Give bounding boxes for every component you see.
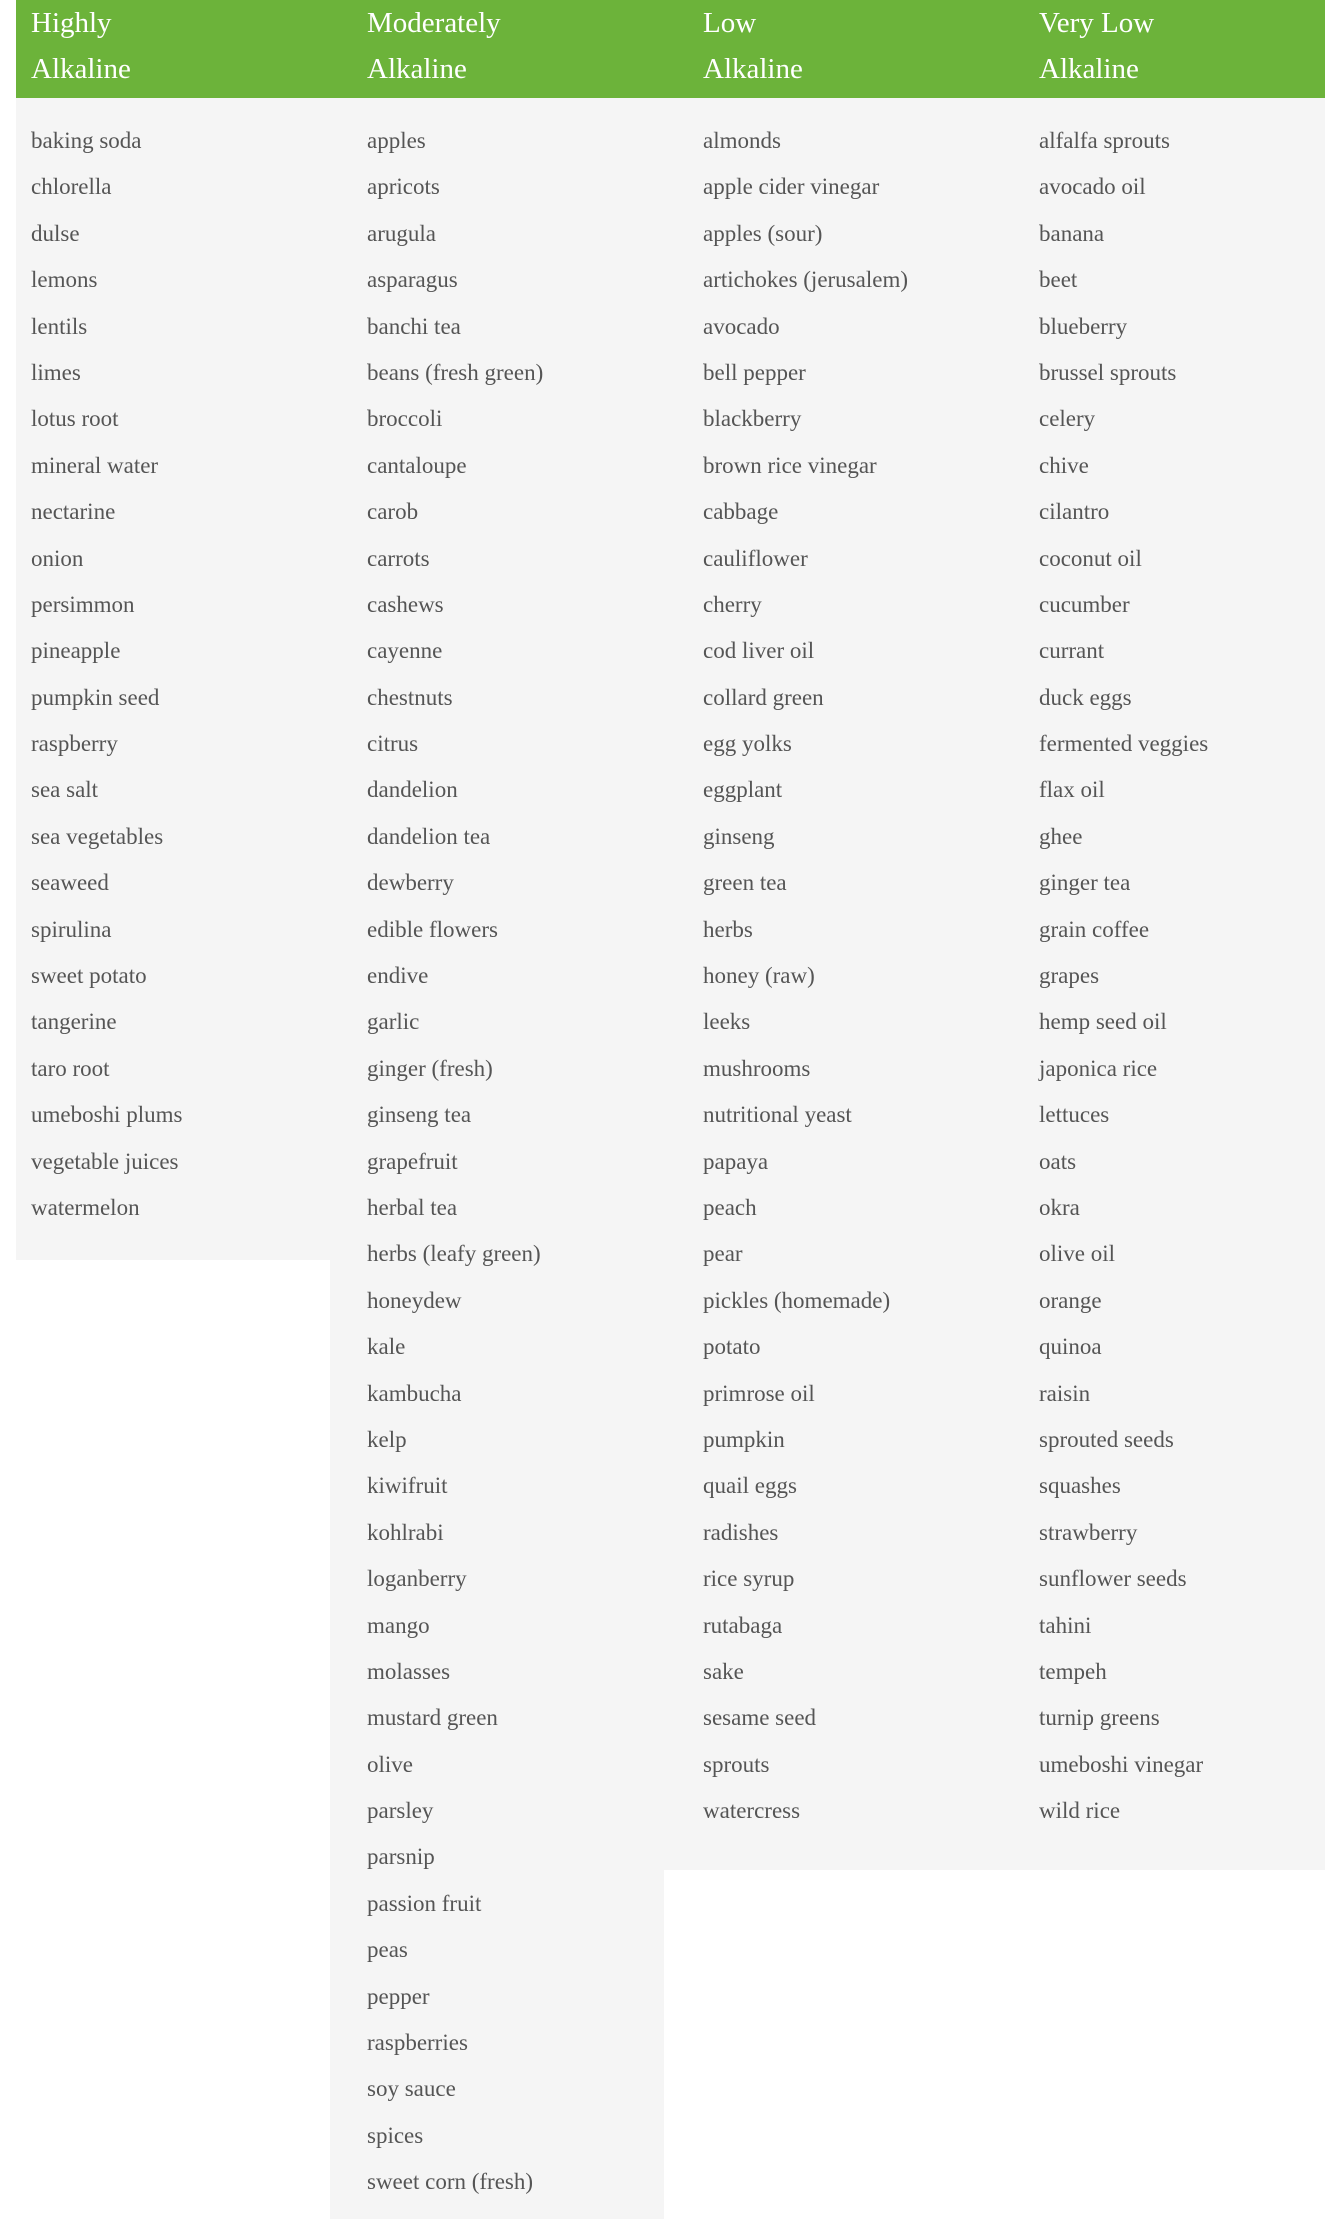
list-item: onion [31,545,84,571]
list-item: olive [367,1751,413,1777]
list-item: carrots [367,545,430,571]
list-item: grain coffee [1039,916,1150,942]
list-item: raspberries [367,2030,468,2056]
list-item: kelp [367,1426,407,1452]
list-item: sprouts [703,1751,770,1777]
list-item: ginger (fresh) [367,1055,493,1081]
list-item: sesame seed [703,1705,817,1731]
list-item: okra [1039,1194,1080,1220]
list-item: pineapple [31,638,121,664]
list-item: japonica rice [1039,1055,1158,1081]
header-line-2: Alkaline [703,53,803,85]
list-item: edible flowers [367,916,498,942]
list-item: soy sauce [367,2076,456,2102]
list-item: umeboshi vinegar [1039,1751,1204,1777]
list-item: pumpkin [703,1426,785,1452]
list-item: citrus [367,731,419,757]
list-item: vegetable juices [31,1148,179,1174]
list-item: banchi tea [367,313,461,339]
list-item: dewberry [367,870,454,896]
list-item: herbs [703,916,753,942]
list-item: strawberry [1039,1519,1138,1545]
list-item: beans (fresh green) [367,359,544,385]
header-line-1: Very Low [1039,7,1155,39]
list-item: rice syrup [703,1566,795,1592]
list-item: endive [367,963,429,989]
list-item: nectarine [31,499,116,525]
list-item: fermented veggies [1039,731,1209,757]
list-item: seaweed [31,870,109,896]
list-item: banana [1039,220,1105,246]
list-item: kale [367,1334,406,1360]
list-item: primrose oil [703,1380,815,1406]
list-item: arugula [367,220,436,246]
list-item: apples [367,128,426,153]
list-highly-alkaline [31,118,182,1231]
list-item: sunflower seeds [1039,1566,1187,1592]
list-item: ginger tea [1039,870,1131,896]
list-item: umeboshi plums [31,1102,183,1128]
list-item: avocado [703,313,780,339]
list-item: tempeh [1039,1658,1107,1684]
list-item: dandelion [367,777,458,803]
header-low-alkaline [703,0,803,92]
list-item: mushrooms [703,1055,811,1081]
list-item: sea vegetables [31,823,164,849]
header-highly-alkaline [31,0,131,92]
header-line-2: Alkaline [31,53,131,85]
list-item: radishes [703,1519,779,1545]
list-item: chlorella [31,174,112,200]
header-line-1: Highly [31,7,112,39]
list-item: chive [1039,452,1089,478]
table-header [16,0,1325,98]
list-item: molasses [367,1658,451,1684]
list-item: loganberry [367,1566,467,1592]
list-item: sweet corn (fresh) [367,2169,534,2195]
list-item: asparagus [367,267,458,293]
list-item: tangerine [31,1009,117,1035]
list-item: carob [367,499,419,525]
list-item: ghee [1039,823,1083,849]
list-item: spices [367,2122,424,2148]
list-item: cherry [703,591,762,617]
list-item: duck eggs [1039,684,1132,710]
list-item: dulse [31,220,80,246]
list-item: watermelon [31,1194,140,1220]
list-item: kambucha [367,1380,462,1406]
list-item: kohlrabi [367,1519,444,1545]
list-item: eggplant [703,777,783,803]
list-item: cantaloupe [367,452,467,478]
list-item: chestnuts [367,684,453,710]
list-item: sweet potato [31,963,147,989]
list-item: blueberry [1039,313,1128,339]
list-item: ginseng tea [367,1102,472,1128]
list-item: papaya [703,1148,769,1174]
list-item: currant [1039,638,1105,664]
list-item: avocado oil [1039,174,1146,200]
list-item: watercress [703,1798,801,1824]
list-item: egg yolks [703,731,792,757]
list-item: leeks [703,1009,751,1035]
list-item: almonds [703,128,781,153]
list-item: flax oil [1039,777,1105,803]
list-item: tahini [1039,1612,1092,1638]
list-item: cayenne [367,638,443,664]
list-item: bell pepper [703,359,806,385]
list-item: apples (sour) [703,220,823,246]
list-item: celery [1039,406,1096,432]
list-item: peach [703,1194,757,1220]
list-item: sprouted seeds [1039,1426,1174,1452]
list-item: limes [31,359,81,385]
list-item: turnip greens [1039,1705,1160,1731]
header-moderately-alkaline [367,0,501,92]
list-item: alfalfa sprouts [1039,128,1170,153]
list-item: squashes [1039,1473,1121,1499]
list-item: sea salt [31,777,99,803]
list-item: pepper [367,1983,430,2009]
list-item: mineral water [31,452,159,478]
list-item: lotus root [31,406,119,432]
header-line-1: Low [703,7,757,39]
list-item: broccoli [367,406,443,432]
list-item: lettuces [1039,1102,1110,1128]
list-item: honey (raw) [703,963,815,989]
list-item: grapefruit [367,1148,458,1174]
list-item: potato [703,1334,761,1360]
list-item: garlic [367,1009,420,1035]
list-item: ginseng [703,823,775,849]
header-line-1: Moderately [367,7,501,39]
list-very-low-alkaline [1039,118,1208,1834]
list-item: sake [703,1658,744,1684]
list-item: brown rice vinegar [703,452,877,478]
list-item: parsley [367,1798,434,1824]
list-item: pear [703,1241,743,1267]
list-item: dandelion tea [367,823,491,849]
list-item: spirulina [31,916,112,942]
list-item: honeydew [367,1287,462,1313]
list-item: cashews [367,591,444,617]
list-item: olive oil [1039,1241,1116,1267]
list-item: pumpkin seed [31,684,160,710]
list-item: blackberry [703,406,802,432]
list-item: orange [1039,1287,1102,1313]
list-item: wild rice [1039,1798,1121,1824]
list-item: brussel sprouts [1039,359,1177,385]
list-item: quinoa [1039,1334,1102,1360]
list-item: oats [1039,1148,1077,1174]
list-item: nutritional yeast [703,1102,852,1128]
list-item: cucumber [1039,591,1130,617]
header-line-2: Alkaline [367,53,467,85]
list-item: lentils [31,313,88,339]
list-item: raisin [1039,1380,1091,1406]
list-item: kiwifruit [367,1473,448,1499]
list-item: mango [367,1612,430,1638]
list-item: quail eggs [703,1473,797,1499]
list-item: collard green [703,684,824,710]
list-item: passion fruit [367,1890,482,1916]
list-item: taro root [31,1055,110,1081]
list-item: persimmon [31,591,135,617]
list-item: apple cider vinegar [703,174,880,200]
list-item: herbs (leafy green) [367,1241,541,1267]
list-item: grapes [1039,963,1100,989]
list-item: pickles (homemade) [703,1287,891,1313]
list-item: cilantro [1039,499,1110,525]
list-item: artichokes (jerusalem) [703,267,908,293]
list-low-alkaline [703,118,908,1834]
list-item: raspberry [31,731,118,757]
list-item: cabbage [703,499,779,525]
list-item: beet [1039,267,1078,293]
list-item: baking soda [31,128,142,153]
list-item: parsnip [367,1844,435,1870]
list-item: hemp seed oil [1039,1009,1167,1035]
list-item: coconut oil [1039,545,1142,571]
list-moderately-alkaline [367,118,543,2206]
list-item: green tea [703,870,787,896]
list-item: herbal tea [367,1194,458,1220]
header-very-low-alkaline [1039,0,1154,92]
list-item: peas [367,1937,408,1963]
list-item: cod liver oil [703,638,815,664]
list-item: lemons [31,267,98,293]
list-item: rutabaga [703,1612,783,1638]
header-line-2: Alkaline [1039,53,1139,85]
list-item: cauliflower [703,545,808,571]
list-item: mustard green [367,1705,498,1731]
list-item: apricots [367,174,440,200]
